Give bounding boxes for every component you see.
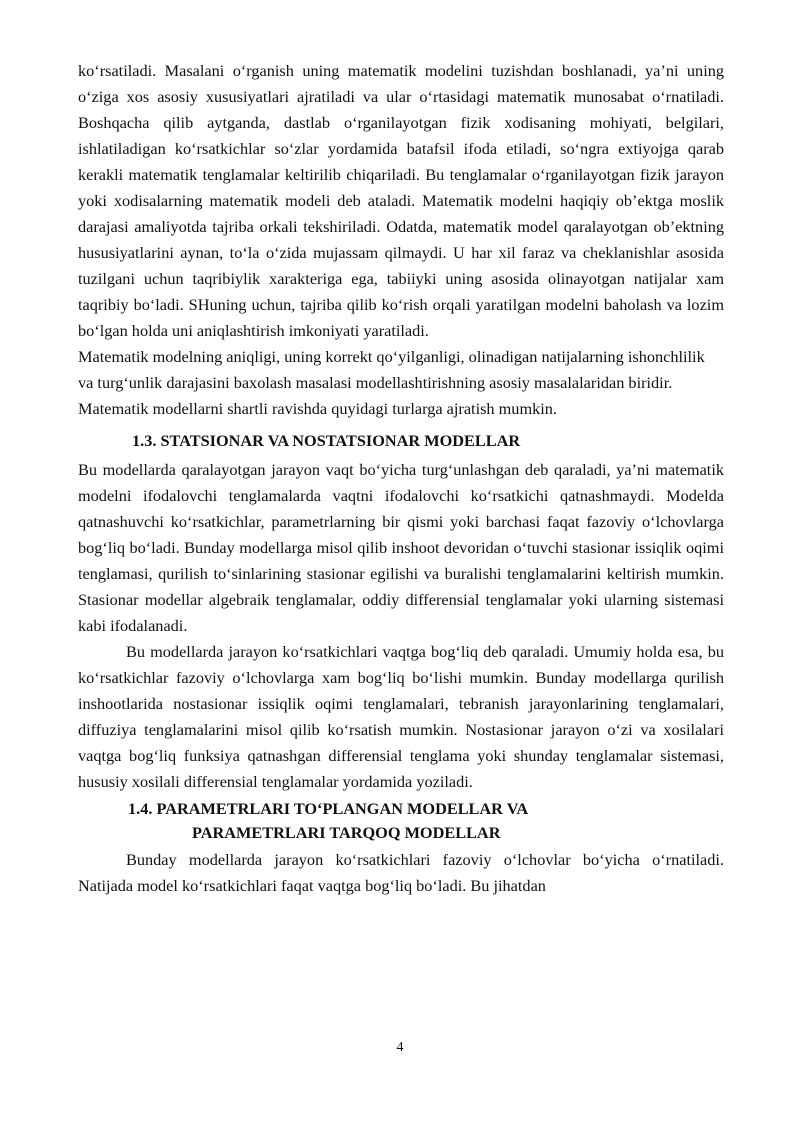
paragraph-1: ko‘rsatiladi. Masalani o‘rganish uning matematik modelini tuzishdan boshlanadi, ya’ni uning o‘ziga xos asosiy xususiyatlari ajratiladi va ular o‘rtasidagi matematik munosabat o‘rnatiladi. Boshqacha qilib aytganda, dastlab o‘rganilayotgan fizik xodisaning mohiyati, belgilari, ishlatiladigan ko‘rsatkichlar so‘zlar yordamida batafsil ifoda etiladi, so‘ngra extiyojga qarab kerakli matematik tenglamalar keltirilib chiqariladi. Bu tenglamalar o‘rganilayotgan fizik jarayon yoki xodisalarning matematik modeli deb ataladi. Matematik modelni haqiqiy ob’ektga moslik darajasi amaliyotda tajriba orkali tekshiriladi. Odatda, matematik model qaralayotgan ob’ektning hususiyatlarini aynan, to‘la o‘zida mujassam qilmaydi. U har xil faraz va cheklanishlar asosida tuzilgani uchun taqribiylik xarakteriga ega, tabiiyki uning asosida olinayotgan natijalar xam taqribiy bo‘ladi. SHuning uchun, tajriba qilib ko‘rish orqali yaratilgan modelni baholash va lozim bo‘lgan holda uni aniqlashtirish imkoniyati yaratiladi.: [78, 61, 724, 340]
paragraph-2: Matematik modelning aniqligi, uning korrekt qo‘yilganligi, olinadigan natijalarning ishonchlilik va turg‘unlik darajasini baxolash masalasi modellashtirishning asosiy masalalaridan biridir. Matematik modellarni shartli ravishda quyidagi turlarga ajratish mumkin.: [78, 347, 705, 418]
paragraph-4: Bu modellarda jarayon ko‘rsatkichlari vaqtga bog‘liq deb qaraladi. Umumiy holda esa, bu ko‘rsatkichlar fazoviy o‘lchovlarga xam bog‘liq bo‘lishi mumkin. Bunday modellarga qurilish inshootlarida nostasionar issiqlik oqimi tenglamalari, tebranish jarayonlarining tenglamalari, diffuziya tenglamalarini misol qilib ko‘rsatish mumkin. Nostasionar jarayon o‘zi va xosilalari vaqtga bog‘liq funksiya qatnashgan differensial tenglama yoki shunday tenglamalar sistemasi, hususiy xosilali differensial tenglamalar yordamida yoziladi.: [78, 642, 724, 791]
paragraph-3: Bu modellarda qaralayotgan jarayon vaqt bo‘yicha turg‘unlashgan deb qaraladi, ya’ni matematik modelni ifodalovchi tenglamalarda vaqtni ifodalovchi ko‘rsatkichi qatnashmaydi. Modelda qatnashuvchi ko‘rsatkichlar, parametrlarning bir qismi yoki barchasi faqat fazoviy o‘lchovlarga bog‘liq bo‘ladi. Bunday modellarga misol qilib inshoot devoridan o‘tuvchi stasionar issiqlik oqimi tenglamasi, qurilish to‘sinlarining stasionar egilishi va buralishi tenglamalarini keltirish mumkin. Stasionar modellar algebraik tenglamalar, oddiy differensial tenglamalar yoki ularning sistemasi kabi ifodalanadi.: [78, 460, 724, 635]
section-heading-1-3: 1.3. STATSIONAR VA NOSTATSIONAR MODELLAR: [132, 431, 521, 450]
paragraph-5: Bunday modellarda jarayon ko‘rsatkichlari fazoviy o‘lchovlar bo‘yicha o‘rnatiladi. Natijada model ko‘rsatkichlari faqat vaqtga bog‘liq bo‘ladi. Bu jihatdan: [78, 850, 724, 895]
section-heading-1-4: [78, 797, 724, 845]
page-number: 4: [396, 1040, 404, 1055]
section-heading-1-4-line-2: PARAMETRLARI TARQOQ MODELLAR: [192, 823, 501, 842]
section-heading-1-4-line-1: 1.4. PARAMETRLARI TO‘PLANGAN MODELLAR VA: [128, 799, 529, 818]
